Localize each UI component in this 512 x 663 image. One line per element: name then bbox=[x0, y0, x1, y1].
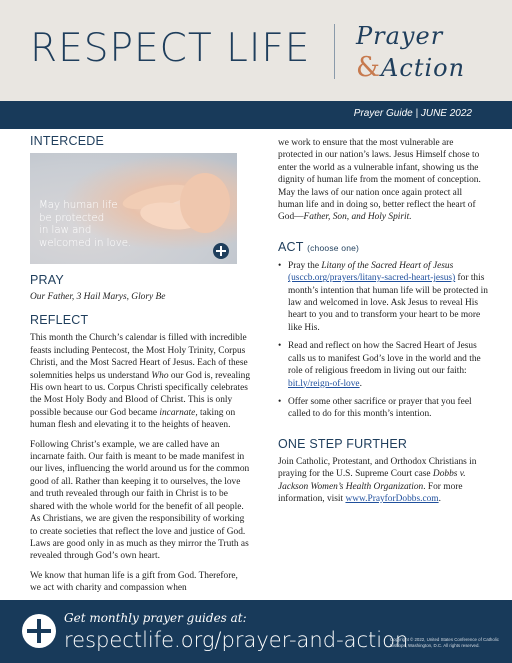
reign-of-love-link[interactable]: bit.ly/reign-of-love bbox=[288, 378, 360, 389]
action-word: Action bbox=[381, 54, 466, 82]
action-line bbox=[356, 52, 465, 83]
pray-heading: PRAY bbox=[30, 273, 64, 287]
further-body: . bbox=[438, 493, 441, 504]
reflect-paragraph-2: Following Christ’s example, we are called have an incarnate faith. Our faith is meant to be made manifest in our lives, influencing the world around us for the common good of all. Rather than keeping it to ourselves, the love and truth revealed through our faith in Christ is to be shared with the whole world for the benefit of all people. As Christians, we are given the responsibility of working to create societies that reflect the love and justice of God. Laws are good only in as much as they mirror the Truth as revealed through God’s own heart. bbox=[30, 439, 250, 562]
prayfordobbs-link[interactable]: www.PrayforDobbs.com bbox=[345, 493, 439, 504]
reflect-emphasis: Who bbox=[151, 370, 169, 381]
intercede-continuation bbox=[278, 137, 488, 224]
footer-url[interactable]: respectlife.org/prayer-and-action bbox=[64, 628, 409, 652]
act-text: Pray the bbox=[288, 260, 322, 271]
continuation-text: we work to ensure that the most vulnerable are protected in our nation’s laws. Jesus Himself chose to enter the world as a vulnerable infant, showing us the dignity of human life from the moment of conception. May the laws of our nation once again protect all human life and in doing so, better reflect the heart of God— bbox=[278, 138, 481, 223]
cross-logo-icon bbox=[213, 243, 229, 259]
reflect-paragraph-3: We know that human life is a gift from God. Therefore, we act with charity and compassion when bbox=[30, 570, 238, 594]
act-list bbox=[278, 260, 488, 421]
caption-line: May human life bbox=[39, 200, 118, 211]
act-text: Read and reflect on how the Sacred Heart of Jesus calls us to manifest God’s love in the world and the role of religious freedom in living out our faith: bbox=[288, 341, 481, 377]
footer-tagline: Get monthly prayer guides at: bbox=[64, 611, 247, 625]
litany-title: Litany of the Sacred Heart of Jesus bbox=[321, 260, 454, 271]
further-body: . For more information, visit bbox=[278, 481, 463, 504]
photo-palm bbox=[180, 173, 230, 233]
reflect-text: our God is, revealing His own heart to us. Corpus Christi specifically celebrates the Most Holy Body and Blood of Christ. This is only possible because our God became bbox=[30, 370, 251, 418]
footer-band bbox=[0, 600, 512, 663]
reflect-emphasis: incarnate bbox=[159, 407, 196, 418]
act-subtitle: (choose one) bbox=[307, 242, 360, 253]
intercede-heading: INTERCEDE bbox=[30, 134, 105, 148]
header-divider bbox=[334, 24, 335, 79]
one-step-further-heading: ONE STEP FURTHER bbox=[278, 436, 408, 451]
act-item-sacrifice: • Offer some other sacrifice or prayer that you feel called to do for this month’s intention. bbox=[278, 396, 488, 421]
reflect-heading: REFLECT bbox=[30, 313, 89, 328]
act-item-reflect bbox=[278, 340, 488, 390]
pray-text: Our Father, 3 Hail Marys, Glory Be bbox=[30, 292, 166, 302]
further-body: Join Catholic, Protestant, and Orthodox Christians in praying for the U.S. Supreme Court case bbox=[278, 456, 477, 480]
infant-hand-photo bbox=[30, 153, 237, 264]
guide-bar bbox=[0, 101, 512, 129]
litany-link[interactable]: (usccb.org/prayers/litany-sacred-heart-jesus) bbox=[288, 273, 456, 284]
caption-line: in law and bbox=[39, 225, 92, 236]
act-title: ACT bbox=[278, 239, 304, 254]
caption-line: be protected bbox=[39, 212, 105, 224]
reflect-paragraph-1 bbox=[30, 332, 251, 431]
right-column bbox=[278, 134, 488, 505]
usccb-cross-logo-icon bbox=[22, 614, 56, 648]
reflect-text: , taking on human flesh and elevating it to the heights of heaven. bbox=[30, 407, 236, 431]
act-text: . bbox=[359, 378, 362, 389]
act-heading bbox=[278, 240, 488, 254]
left-column bbox=[30, 134, 251, 595]
prayer-word: Prayer bbox=[356, 22, 444, 50]
guide-label: Prayer Guide | JUNE 2022 bbox=[353, 108, 472, 119]
dobbs-case-name: Dobbs v. Jackson Women’s Health Organization bbox=[278, 469, 466, 492]
respect-life-title: RESPECT LIFE bbox=[30, 26, 311, 71]
ampersand: & bbox=[356, 52, 382, 83]
further-text bbox=[278, 456, 488, 506]
photo-caption bbox=[39, 200, 131, 250]
act-text: for this month’s intention that human life will be protected in law and welcomed in love. Ask Jesus to reveal His heart to you and to transform your heart to be more like His. bbox=[288, 273, 488, 333]
reflect-text: This month the Church’s calendar is filled with incredible feasts including Pentecost, the Most Holy Trinity, Corpus Christi, and the Most Sacred Heart of Jesus. Each of these solemnities helps us understand bbox=[30, 333, 248, 381]
continuation-italic: Father, Son, and Holy Spirit. bbox=[303, 212, 412, 223]
footer-copyright: Copyright © 2022, United States Conference of Catholic Bishops, Washington, D.C. All rights reserved. bbox=[390, 637, 499, 648]
header-band bbox=[0, 0, 512, 101]
caption-line: welcomed in love. bbox=[39, 237, 132, 249]
act-item-litany bbox=[278, 260, 488, 334]
